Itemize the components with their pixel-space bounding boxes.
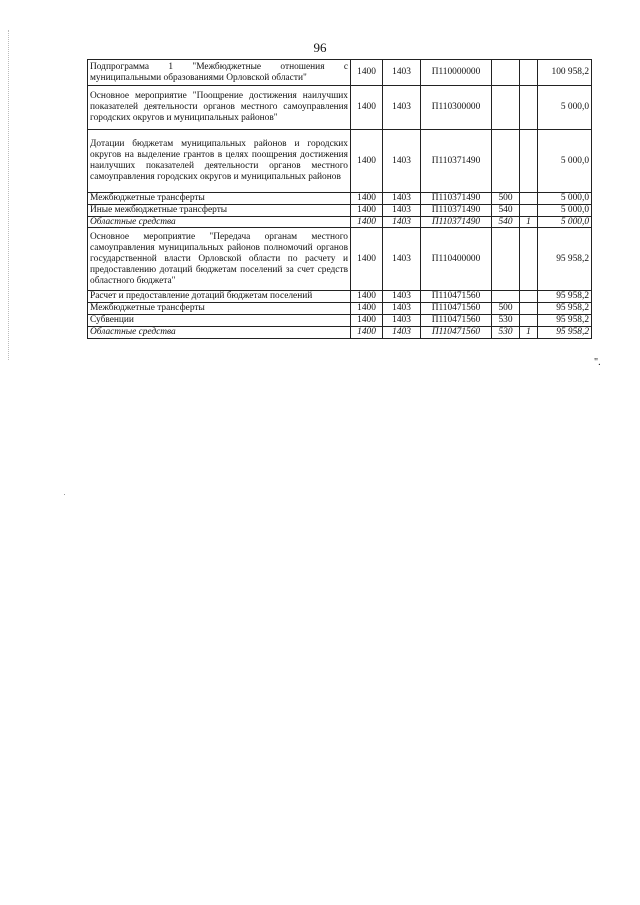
row-name-cell: Подпрограмма 1 "Межбюджетные отношения с муниципальными образованиями Орловской области": [88, 60, 351, 86]
row-name-cell: Дотации бюджетам муниципальных районов и городских округов на выделение грантов в целях поощрения достижения наилучших показателей деятельности органов местного самоуправления городских округов и муниципальных районов: [88, 130, 351, 193]
target-article-cell: П110300000: [421, 86, 492, 130]
amount-cell: 95 958,2: [538, 303, 592, 315]
subsection-code-cell: 1403: [383, 60, 421, 86]
table-row: [88, 303, 592, 315]
row-name-cell: Иные межбюджетные трансферты: [88, 204, 351, 216]
target-article-cell: П110371490: [421, 204, 492, 216]
subsection-code-cell: 1403: [383, 314, 421, 326]
section-code-cell: 1400: [351, 291, 383, 303]
target-article-cell: П110471560: [421, 326, 492, 338]
expense-type-cell: 540: [492, 216, 520, 228]
table-row: [88, 291, 592, 303]
expense-type-cell: [492, 291, 520, 303]
table-row: [88, 86, 592, 130]
table-row: [88, 326, 592, 338]
row-name-cell: Основное мероприятие "Поощрение достижения наилучших показателей деятельности органов местного самоуправления городских округов и муниципальных районов": [88, 86, 351, 130]
table-row: [88, 60, 592, 86]
row-name-cell: Областные средства: [88, 216, 351, 228]
target-article-cell: П110471560: [421, 303, 492, 315]
funding-source-cell: 1: [520, 326, 538, 338]
subsection-code-cell: 1403: [383, 86, 421, 130]
subsection-code-cell: 1403: [383, 216, 421, 228]
budget-table: [87, 59, 592, 339]
target-article-cell: П110371490: [421, 193, 492, 205]
section-code-cell: 1400: [351, 60, 383, 86]
amount-cell: 95 958,2: [538, 326, 592, 338]
section-code-cell: 1400: [351, 314, 383, 326]
expense-type-cell: 530: [492, 326, 520, 338]
amount-cell: 5 000,0: [538, 216, 592, 228]
section-code-cell: 1400: [351, 303, 383, 315]
funding-source-cell: [520, 60, 538, 86]
funding-source-cell: [520, 291, 538, 303]
amount-cell: 5 000,0: [538, 193, 592, 205]
target-article-cell: П110471560: [421, 291, 492, 303]
table-row: [88, 204, 592, 216]
section-code-cell: 1400: [351, 216, 383, 228]
funding-source-cell: [520, 130, 538, 193]
expense-type-cell: 530: [492, 314, 520, 326]
amount-cell: 95 958,2: [538, 291, 592, 303]
target-article-cell: П110000000: [421, 60, 492, 86]
amount-cell: 100 958,2: [538, 60, 592, 86]
target-article-cell: П110471560: [421, 314, 492, 326]
row-name-cell: Основное мероприятие "Передача органам местного самоуправления муниципальных районов полномочий органов государственной власти Орловской области по расчету и предоставлению дотаций бюджетам поселений за счет средств областного бюджета": [88, 228, 351, 291]
subsection-code-cell: 1403: [383, 291, 421, 303]
expense-type-cell: 540: [492, 204, 520, 216]
amount-cell: 95 958,2: [538, 314, 592, 326]
row-name-cell: Субвенции: [88, 314, 351, 326]
expense-type-cell: 500: [492, 193, 520, 205]
section-code-cell: 1400: [351, 204, 383, 216]
section-code-cell: 1400: [351, 130, 383, 193]
funding-source-cell: 1: [520, 216, 538, 228]
table-row: [88, 130, 592, 193]
amount-cell: 5 000,0: [538, 204, 592, 216]
funding-source-cell: [520, 204, 538, 216]
row-name-cell: Расчет и предоставление дотаций бюджетам поселений: [88, 291, 351, 303]
target-article-cell: П110400000: [421, 228, 492, 291]
subsection-code-cell: 1403: [383, 303, 421, 315]
scan-edge-artifact: [8, 30, 10, 360]
row-name-cell: Областные средства: [88, 326, 351, 338]
section-code-cell: 1400: [351, 228, 383, 291]
expense-type-cell: [492, 60, 520, 86]
target-article-cell: П110371490: [421, 216, 492, 228]
section-code-cell: 1400: [351, 326, 383, 338]
expense-type-cell: 500: [492, 303, 520, 315]
subsection-code-cell: 1403: [383, 204, 421, 216]
expense-type-cell: [492, 86, 520, 130]
table-row: [88, 228, 592, 291]
target-article-cell: П110371490: [421, 130, 492, 193]
subsection-code-cell: 1403: [383, 228, 421, 291]
funding-source-cell: [520, 303, 538, 315]
subsection-code-cell: 1403: [383, 326, 421, 338]
funding-source-cell: [520, 314, 538, 326]
table-row: [88, 216, 592, 228]
subsection-code-cell: 1403: [383, 193, 421, 205]
expense-type-cell: [492, 228, 520, 291]
row-name-cell: Межбюджетные трансферты: [88, 193, 351, 205]
section-code-cell: 1400: [351, 193, 383, 205]
amount-cell: 5 000,0: [538, 86, 592, 130]
expense-type-cell: [492, 130, 520, 193]
funding-source-cell: [520, 193, 538, 205]
subsection-code-cell: 1403: [383, 130, 421, 193]
amount-cell: 5 000,0: [538, 130, 592, 193]
closing-quote-mark: ".: [594, 357, 601, 368]
funding-source-cell: [520, 228, 538, 291]
funding-source-cell: [520, 86, 538, 130]
row-name-cell: Межбюджетные трансферты: [88, 303, 351, 315]
table-row: [88, 193, 592, 205]
table-row: [88, 314, 592, 326]
scan-speck: [64, 494, 65, 495]
amount-cell: 95 958,2: [538, 228, 592, 291]
section-code-cell: 1400: [351, 86, 383, 130]
page-number: 96: [313, 40, 327, 55]
